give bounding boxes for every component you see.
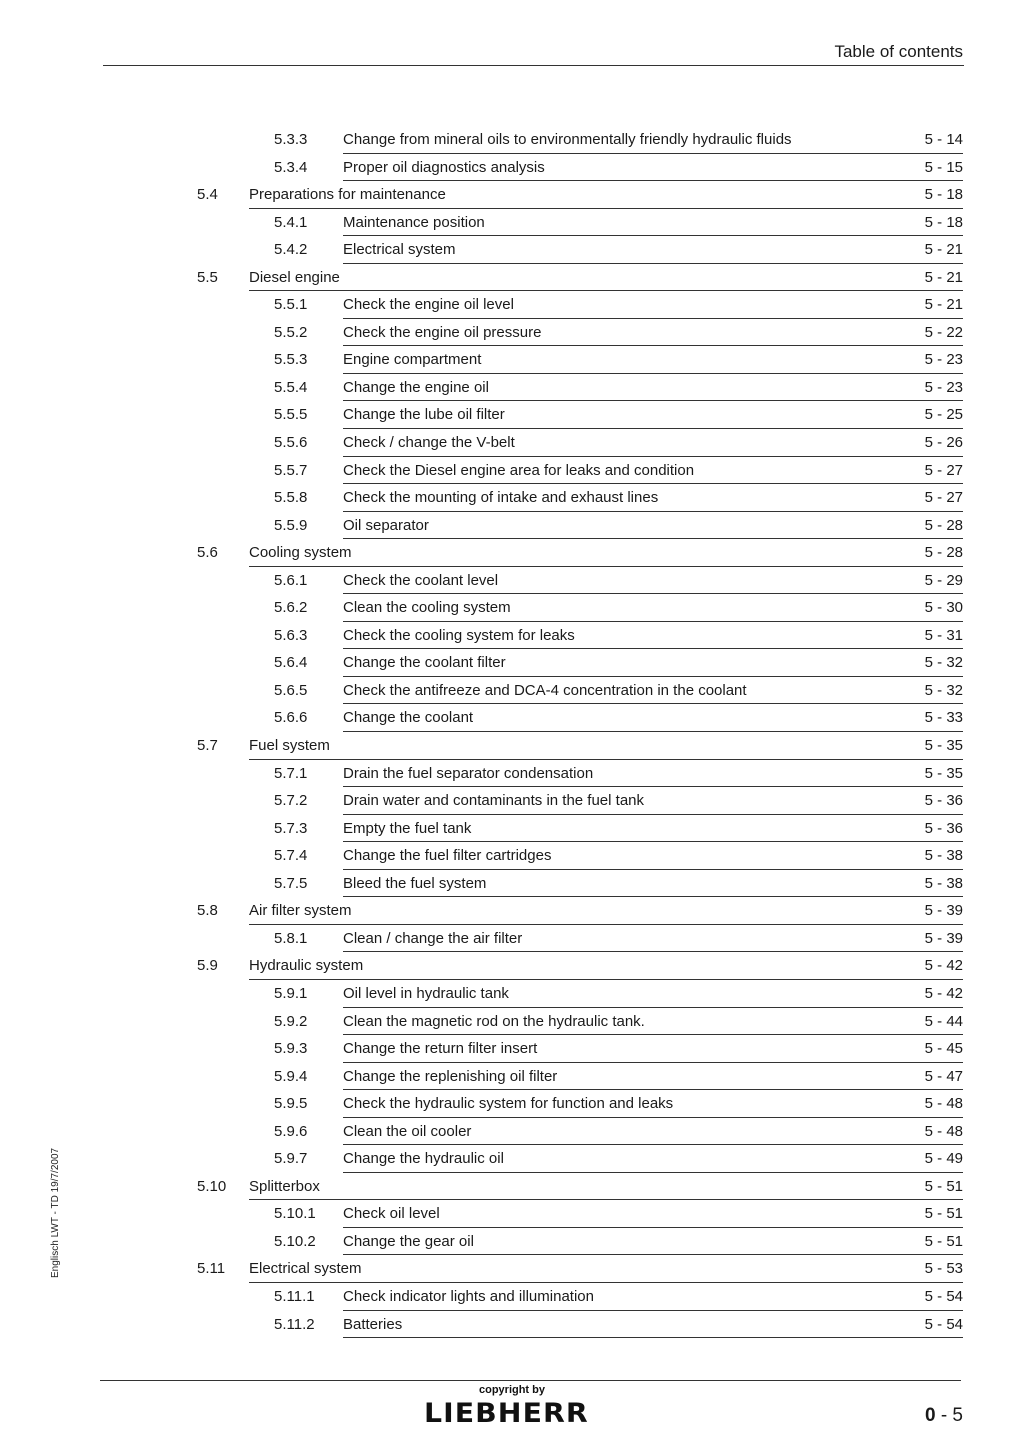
toc-page: 5 - 38: [924, 874, 963, 892]
toc-number: 5.8.1: [274, 929, 308, 947]
liebherr-logo: LIEBHERR: [424, 1398, 589, 1429]
toc-number: 5.6.4: [274, 654, 308, 672]
toc-entry[interactable]: [0, 787, 1024, 815]
toc-entry[interactable]: [0, 842, 1024, 870]
toc-entry[interactable]: [0, 1118, 1024, 1146]
toc-entry[interactable]: [0, 291, 1024, 319]
toc-entry[interactable]: [0, 1200, 1024, 1228]
toc-entry[interactable]: [0, 154, 1024, 182]
toc-section[interactable]: [0, 732, 1024, 760]
toc-title[interactable]: Oil separator: [343, 516, 429, 534]
toc-number: 5.7.1: [274, 764, 308, 782]
toc-title[interactable]: Check the coolant level: [343, 571, 499, 589]
toc-page: 5 - 49: [924, 1150, 963, 1168]
toc-page: 5 - 39: [924, 902, 963, 920]
toc-number: 5.9.2: [274, 1012, 308, 1030]
toc-number: 5.9.7: [274, 1150, 308, 1168]
toc-page: 5 - 48: [924, 1095, 963, 1113]
toc-title[interactable]: Check indicator lights and illumination: [343, 1287, 594, 1305]
toc-title[interactable]: Check the antifreeze and DCA-4 concentration in the coolant: [343, 681, 747, 699]
toc-title[interactable]: Change the coolant: [343, 709, 474, 727]
toc-entry[interactable]: [0, 1283, 1024, 1311]
toc-title[interactable]: Hydraulic system: [249, 957, 364, 975]
toc-page: 5 - 48: [924, 1122, 963, 1140]
toc-number: 5.6.2: [274, 599, 308, 617]
toc-title[interactable]: Electrical system: [343, 241, 456, 259]
toc-entry[interactable]: [0, 374, 1024, 402]
toc-entry[interactable]: [0, 649, 1024, 677]
toc-section[interactable]: [0, 952, 1024, 980]
toc-page: 5 - 30: [924, 599, 963, 617]
toc-page: 5 - 54: [924, 1287, 963, 1305]
toc-number: 5.5.4: [274, 378, 308, 396]
toc-title[interactable]: Bleed the fuel system: [343, 874, 487, 892]
toc-entry[interactable]: [0, 401, 1024, 429]
toc-entry[interactable]: [0, 1228, 1024, 1256]
toc-number: 5.9.3: [274, 1040, 308, 1058]
toc-entry[interactable]: [0, 236, 1024, 264]
toc-entry[interactable]: [0, 346, 1024, 374]
toc-page: 5 - 45: [924, 1040, 963, 1058]
toc-number: 5.5.9: [274, 516, 308, 534]
chapter-number: 0: [924, 1405, 936, 1426]
toc-title[interactable]: Splitterbox: [249, 1177, 320, 1195]
toc-number: 5.10.1: [274, 1205, 316, 1223]
toc-entry[interactable]: [0, 1311, 1024, 1339]
toc-entry[interactable]: [0, 704, 1024, 732]
toc-title[interactable]: Batteries: [343, 1315, 403, 1333]
toc-entry[interactable]: [0, 1008, 1024, 1036]
toc-page: 5 - 35: [924, 737, 963, 755]
toc-page: 5 - 32: [924, 654, 963, 672]
toc-page: 5 - 29: [924, 571, 963, 589]
toc-title[interactable]: Check the cooling system for leaks: [343, 626, 575, 644]
toc-title[interactable]: Air filter system: [249, 902, 352, 920]
toc-page: 5 - 21: [924, 241, 963, 259]
toc-page: 5 - 32: [924, 681, 963, 699]
toc-title[interactable]: Check the mounting of intake and exhaust lines: [343, 489, 659, 507]
toc-page: 5 - 33: [924, 709, 963, 727]
toc-page: 5 - 21: [924, 268, 963, 286]
toc-number: 5.11: [197, 1260, 226, 1278]
toc-page: 5 - 31: [924, 626, 963, 644]
toc-page: 5 - 22: [924, 323, 963, 341]
toc-page: 5 - 23: [924, 351, 963, 369]
toc-title[interactable]: Cooling system: [249, 544, 352, 562]
toc-entry[interactable]: [0, 815, 1024, 843]
toc-number: 5.5.1: [274, 296, 308, 314]
toc-number: 5.7.4: [274, 847, 308, 865]
toc-section[interactable]: [0, 181, 1024, 209]
toc-number: 5.3.3: [274, 131, 308, 148]
toc-page: 5 - 28: [924, 516, 963, 534]
page-number: [925, 1405, 963, 1427]
toc-entry[interactable]: [0, 1145, 1024, 1173]
toc-page: 5 - 44: [924, 1012, 963, 1030]
toc-title[interactable]: Change from mineral oils to environmentally friendly hydraulic fluids: [343, 131, 792, 148]
document-reference: Englisch LWT - TD 19/7/2007: [50, 1147, 61, 1278]
toc-title[interactable]: Change the return filter insert: [343, 1040, 538, 1058]
toc-section[interactable]: [0, 1255, 1024, 1283]
toc-entry[interactable]: [0, 567, 1024, 595]
toc-number: 5.10.2: [274, 1232, 316, 1250]
toc-underline: [343, 1337, 963, 1338]
toc-number: 5.6: [197, 544, 218, 562]
toc-entry[interactable]: [0, 126, 1024, 154]
toc-title[interactable]: Clean / change the air filter: [343, 929, 523, 947]
toc-page: 5 - 53: [924, 1260, 963, 1278]
toc-number: 5.9.4: [274, 1067, 308, 1085]
toc-title[interactable]: Clean the oil cooler: [343, 1122, 472, 1140]
toc-page: 5 - 38: [924, 847, 963, 865]
toc-title[interactable]: Clean the cooling system: [343, 599, 511, 617]
toc-number: 5.10: [197, 1177, 227, 1195]
footer-divider: [100, 1380, 961, 1381]
toc-number: 5.11.1: [274, 1287, 315, 1305]
toc-page: 5 - 39: [924, 929, 963, 947]
toc-title[interactable]: Check / change the V-belt: [343, 434, 515, 452]
toc-number: 5.8: [197, 902, 218, 920]
toc-section[interactable]: [0, 539, 1024, 567]
toc-page: 5 - 18: [924, 213, 963, 231]
toc-section[interactable]: [0, 897, 1024, 925]
toc-title[interactable]: Engine compartment: [343, 351, 482, 369]
toc-title[interactable]: Change the lube oil filter: [343, 406, 505, 424]
toc-page: 5 - 28: [924, 544, 963, 562]
toc-page: 5 - 51: [924, 1177, 963, 1195]
toc-page: 5 - 54: [924, 1315, 963, 1333]
toc-title[interactable]: Fuel system: [249, 737, 330, 755]
toc-number: 5.7.3: [274, 819, 308, 837]
toc-entry[interactable]: [0, 760, 1024, 788]
toc-number: 5.9.1: [274, 984, 308, 1002]
toc-title[interactable]: Change the engine oil: [343, 378, 489, 396]
toc-page: 5 - 42: [924, 984, 963, 1002]
toc-number: 5.5.7: [274, 461, 308, 479]
toc-title[interactable]: Electrical system: [249, 1260, 362, 1278]
header-divider: [103, 65, 964, 66]
toc-title[interactable]: Change the replenishing oil filter: [343, 1067, 558, 1085]
toc-entry[interactable]: [0, 1035, 1024, 1063]
toc-page: 5 - 47: [924, 1067, 963, 1085]
toc-title[interactable]: Check the Diesel engine area for leaks and condition: [343, 461, 695, 479]
toc-page: 5 - 51: [924, 1232, 963, 1250]
toc-title[interactable]: Change the hydraulic oil: [343, 1150, 504, 1168]
toc-page: 5 - 36: [924, 792, 963, 810]
toc-entry[interactable]: [0, 1063, 1024, 1091]
toc-page: 5 - 27: [924, 489, 963, 507]
toc-number: 5.7.2: [274, 792, 308, 810]
toc-entry[interactable]: [0, 209, 1024, 237]
toc-number: 5.6.6: [274, 709, 308, 727]
toc-title[interactable]: Diesel engine: [249, 268, 340, 286]
toc-title[interactable]: Check the hydraulic system for function and leaks: [343, 1095, 674, 1113]
toc-title[interactable]: Change the coolant filter: [343, 654, 506, 672]
toc-entry[interactable]: [0, 870, 1024, 898]
toc-title[interactable]: Change the fuel filter cartridges: [343, 847, 552, 865]
toc-title[interactable]: Drain the fuel separator condensation: [343, 764, 594, 782]
toc-section[interactable]: [0, 264, 1024, 292]
toc-title[interactable]: Check the engine oil level: [343, 296, 514, 314]
toc-title[interactable]: Maintenance position: [343, 213, 485, 231]
toc-entry[interactable]: [0, 457, 1024, 485]
toc-title[interactable]: Preparations for maintenance: [249, 186, 446, 204]
toc-entry[interactable]: [0, 319, 1024, 347]
toc-number: 5.5.5: [274, 406, 308, 424]
toc-entry[interactable]: [0, 925, 1024, 953]
toc-number: 5.5.3: [274, 351, 308, 369]
toc-entry[interactable]: [0, 594, 1024, 622]
toc-page: 5 - 42: [924, 957, 963, 975]
toc-entry[interactable]: [0, 429, 1024, 457]
header-title: Table of contents: [834, 42, 963, 61]
toc-page: 5 - 26: [924, 434, 963, 452]
toc-page: 5 - 27: [924, 461, 963, 479]
toc-number: 5.7: [197, 737, 218, 755]
toc-page: 5 - 36: [924, 819, 963, 837]
toc-number: 5.4.2: [274, 241, 308, 259]
toc-page: 5 - 21: [924, 296, 963, 314]
toc-number: 5.6.1: [274, 571, 308, 589]
toc-page: 5 - 18: [924, 186, 963, 204]
toc-page: 5 - 35: [924, 764, 963, 782]
toc-entry[interactable]: [0, 484, 1024, 512]
toc-entry[interactable]: [0, 677, 1024, 705]
toc-page: 5 - 25: [924, 406, 963, 424]
toc-page: 5 - 14: [924, 131, 963, 148]
toc-number: 5.5.2: [274, 323, 308, 341]
toc-entry[interactable]: [0, 1090, 1024, 1118]
toc-entry[interactable]: [0, 980, 1024, 1008]
page-number-suffix: - 5: [935, 1405, 963, 1426]
toc-title[interactable]: Clean the magnetic rod on the hydraulic tank.: [343, 1012, 645, 1030]
toc-page: 5 - 51: [924, 1205, 963, 1223]
toc-title[interactable]: Check the engine oil pressure: [343, 323, 542, 341]
copyright-notice: copyright by: [478, 1384, 545, 1396]
toc-number: 5.6.5: [274, 681, 308, 699]
toc-title[interactable]: Check oil level: [343, 1205, 440, 1223]
toc-page: 5 - 23: [924, 378, 963, 396]
toc-section[interactable]: [0, 1173, 1024, 1201]
toc-number: 5.6.3: [274, 626, 308, 644]
toc-title[interactable]: Proper oil diagnostics analysis: [343, 158, 545, 176]
toc-number: 5.3.4: [274, 158, 308, 176]
toc-title[interactable]: Change the gear oil: [343, 1232, 474, 1250]
toc-number: 5.4.1: [274, 213, 308, 231]
toc-number: 5.4: [197, 186, 218, 204]
table-of-contents: [0, 126, 1024, 1338]
toc-entry[interactable]: [0, 622, 1024, 650]
toc-number: 5.9.6: [274, 1122, 308, 1140]
toc-number: 5.7.5: [274, 874, 308, 892]
toc-title[interactable]: Drain water and contaminants in the fuel tank: [343, 792, 645, 810]
toc-number: 5.9: [197, 957, 218, 975]
toc-number: 5.5: [197, 268, 218, 286]
toc-title[interactable]: Empty the fuel tank: [343, 819, 472, 837]
toc-number: 5.9.5: [274, 1095, 308, 1113]
toc-number: 5.5.6: [274, 434, 308, 452]
toc-title[interactable]: Oil level in hydraulic tank: [343, 984, 509, 1002]
toc-page: 5 - 15: [924, 158, 963, 176]
toc-number: 5.11.2: [274, 1315, 315, 1333]
toc-entry[interactable]: [0, 512, 1024, 540]
toc-number: 5.5.8: [274, 489, 308, 507]
